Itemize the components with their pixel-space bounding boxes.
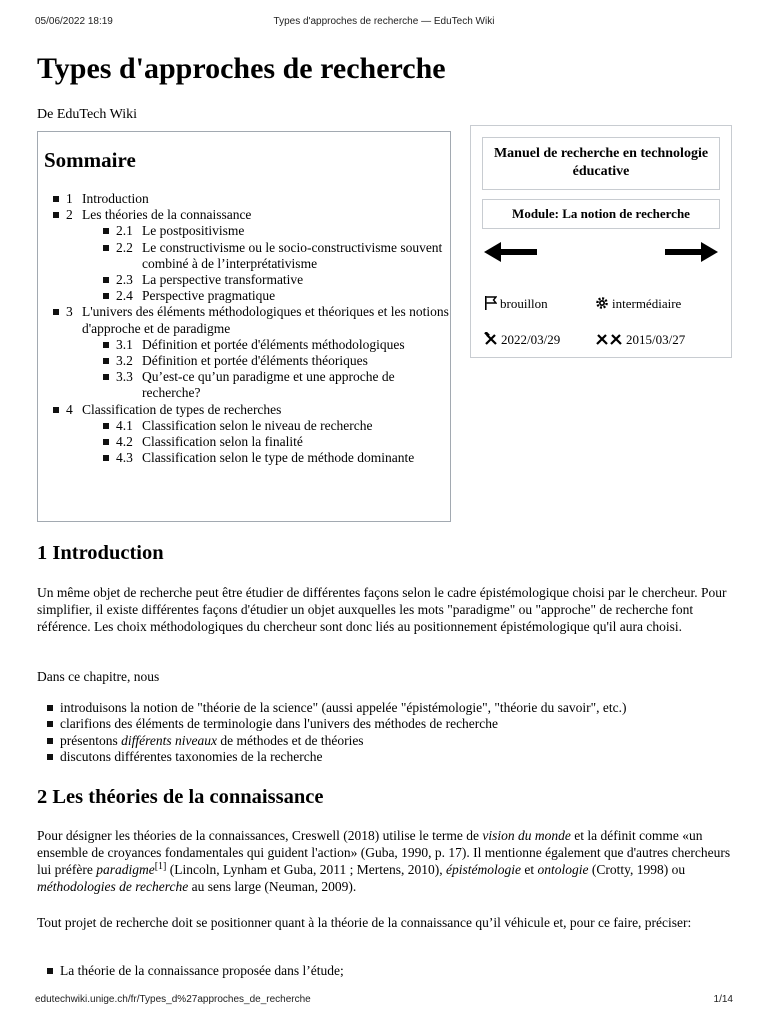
toc-label: Perspective pragmatique (142, 288, 276, 304)
emphasis: méthodologies de recherche (37, 879, 189, 894)
section-heading-introduction: 1 Introduction (37, 542, 164, 564)
toc-label: Définition et portée d'éléments méthodologiques (142, 336, 405, 352)
toc-num: 2.1 (116, 223, 133, 239)
toc-label: La perspective transformative (142, 272, 304, 288)
toc-num: 1 (66, 191, 73, 206)
footnote-ref-link[interactable]: [1] (154, 861, 167, 872)
print-datetime: 05/06/2022 18:19 (35, 16, 113, 27)
tools-icon (595, 332, 623, 346)
toc-num: 3.1 (116, 336, 133, 352)
toc-item-4-3[interactable] (116, 450, 450, 466)
site-subtitle: De EduTech Wiki (37, 107, 138, 122)
level-intermediate (595, 296, 681, 312)
tools-icon (484, 332, 498, 346)
intro-bullet-list (60, 700, 731, 765)
status-draft (484, 296, 548, 312)
text-run: et la définit comme «un ensemble de croyances fondamentales qui guident l'action» (Guba, 1990, p. 17). Il mentionne également que d'autres chercheurs lui préfère (37, 828, 731, 877)
print-url: edutechwiki.unige.ch/fr/Types_d%27approches_de_recherche (35, 994, 311, 1005)
text-run: Pour désigner les théories de la connaissances, Creswell (2018) utilise le terme de (37, 828, 483, 843)
toc-title: Sommaire (44, 148, 136, 172)
print-page-title: Types d'approches de recherche — EduTech Wiki (273, 16, 495, 27)
date-updated-value: 2022/03/29 (501, 332, 561, 347)
toc-label: Classification selon le niveau de recherche (142, 417, 373, 433)
theories-bullet-list (60, 963, 731, 979)
next-arrow-icon[interactable] (663, 240, 718, 269)
toc-label: Le constructivisme ou le socio-constructivisme souvent combiné à de l’interprétativisme (142, 239, 443, 271)
section-heading-theories: 2 Les théories de la connaissance (37, 786, 324, 808)
toc-num: 4 (66, 401, 73, 417)
toc-num: 3.3 (116, 369, 133, 385)
toc-num: 2.4 (116, 288, 133, 304)
emphasis: ontologie (537, 862, 589, 877)
emphasis: paradigme (96, 862, 155, 877)
toc-item-2-4[interactable] (116, 288, 450, 304)
print-header (35, 16, 733, 27)
page-title: Types d'approches de recherche (37, 52, 446, 85)
table-of-contents (37, 131, 451, 522)
text-run: et (520, 862, 538, 877)
toc-label: L'univers des éléments méthodologiques et théoriques et les notions d'approche et de paradigme (82, 304, 449, 336)
toc-num: 2.3 (116, 272, 133, 288)
toc-num: 2.2 (116, 239, 133, 255)
toc-item-1[interactable] (66, 191, 450, 207)
toc-num: 3.2 (116, 353, 133, 369)
toc-num: 3 (66, 304, 73, 320)
previous-arrow-icon[interactable] (484, 240, 539, 269)
toc-item-3-1[interactable] (116, 337, 450, 353)
print-page-count: 1/14 (713, 994, 733, 1005)
date-created (595, 332, 685, 348)
intro-paragraph-1: Un même objet de recherche peut être étudier de différentes façons selon le cadre épistémologique choisi par le chercheur. Pour simplifier, il existe différentes façons d'étudier un objet auxquelles les mots "paradigme" ou "approche" de recherche font référence. Les choix méthodologiques du chercheur sont donc liés au positionnement épistémologique qu'il aura choisi. (37, 585, 727, 634)
toc-item-3[interactable] (66, 304, 450, 401)
toc-item-3-2[interactable] (116, 353, 450, 369)
toc-num: 4.3 (116, 450, 133, 466)
theories-paragraph-2: Tout projet de recherche doit se positionner quant à la théorie de la connaissance qu’il véhicule et, pour ce faire, préciser: (37, 915, 692, 930)
toc-label: Classification selon le type de méthode dominante (142, 450, 415, 466)
toc-label: Classification selon la finalité (142, 434, 303, 450)
flag-icon (484, 296, 497, 310)
text-run: (Crotty, 1998) ou (588, 862, 686, 877)
toc-label: Qu’est-ce qu’un paradigme et une approche de recherche? (142, 369, 395, 401)
list-item: clarifions des éléments de terminologie dans l'univers des méthodes de recherche (60, 716, 731, 732)
toc-num: 4.2 (116, 434, 133, 450)
toc-item-2-1[interactable] (116, 223, 450, 239)
list-item: introduisons la notion de "théorie de la science" (aussi appelée "épistémologie", "théorie du savoir", etc.) (60, 700, 731, 716)
list-item: La théorie de la connaissance proposée dans l’étude; (60, 963, 731, 979)
toc-label: Définition et portée d'éléments théoriques (142, 353, 368, 369)
list-item: discutons différentes taxonomies de la recherche (60, 749, 731, 765)
intro-paragraph-2: Dans ce chapitre, nous (37, 669, 160, 684)
emphasis: épistémologie (445, 862, 521, 877)
list-text: présentons (60, 732, 122, 748)
infobox-module-link[interactable]: Module: La notion de recherche (482, 199, 720, 229)
emphasis: vision du monde (482, 828, 571, 843)
toc-item-4-1[interactable] (116, 418, 450, 434)
text-run: (Lincoln, Lynham et Guba, 2011 ; Mertens, 2010), (166, 862, 446, 877)
toc-list (66, 191, 450, 466)
date-updated (484, 332, 560, 348)
toc-num: 4.1 (116, 417, 133, 433)
text-run: au sens large (Neuman, 2009). (188, 879, 357, 894)
list-text: de méthodes et de théories (216, 732, 364, 748)
level-label: intermédiaire (612, 296, 682, 311)
theories-paragraph-1 (37, 827, 731, 895)
toc-item-3-3[interactable] (116, 369, 450, 401)
infobox-title-link[interactable]: Manuel de recherche en technologie éducative (482, 137, 720, 190)
status-label: brouillon (500, 296, 548, 311)
toc-num: 2 (66, 207, 73, 223)
toc-item-4[interactable] (66, 402, 450, 467)
toc-item-2[interactable] (66, 207, 450, 304)
toc-item-4-2[interactable] (116, 434, 450, 450)
date-created-value: 2015/03/27 (626, 332, 686, 347)
toc-label: Introduction (82, 191, 149, 206)
toc-item-2-2[interactable] (116, 240, 450, 272)
toc-label: Le postpositivisme (142, 223, 245, 239)
infobox (470, 125, 732, 358)
gear-icon (595, 296, 609, 310)
list-emphasis: différents niveaux (121, 732, 217, 748)
toc-label: Les théories de la connaissance (82, 207, 252, 223)
toc-item-2-3[interactable] (116, 272, 450, 288)
toc-label: Classification de types de recherches (82, 401, 282, 417)
list-item (60, 733, 731, 749)
